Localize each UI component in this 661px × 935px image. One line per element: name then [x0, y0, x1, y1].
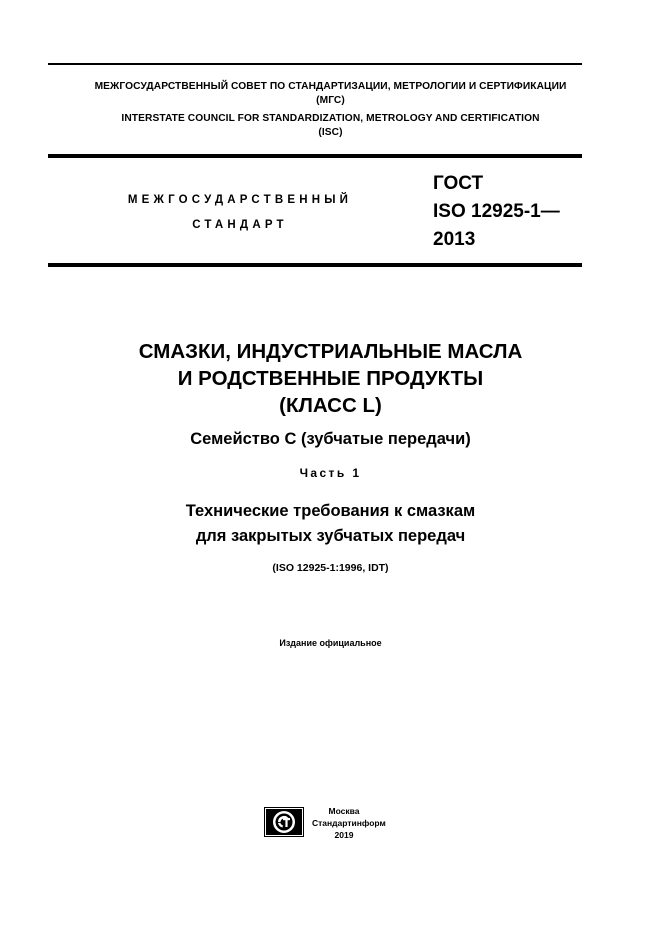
publisher-name: Стандартинформ — [312, 818, 386, 828]
standard-label-line2: СТАНДАРТ — [192, 219, 288, 231]
gost-label: ГОСТ — [433, 173, 484, 194]
publisher-year: 2019 — [334, 830, 354, 840]
publisher-city: Москва — [328, 806, 360, 816]
gost-designation — [433, 170, 560, 254]
requirements-title-line2: для закрытых зубчатых передач — [195, 527, 466, 545]
main-title-line3: (КЛАСС L) — [279, 394, 382, 417]
gost-year: 2013 — [433, 229, 476, 250]
standard-label — [100, 188, 380, 238]
council-en: INTERSTATE COUNCIL FOR STANDARDIZATION, METROLOGY AND CERTIFICATION — [121, 113, 540, 124]
requirements-title-line1: Технические требования к смазкам — [185, 502, 476, 520]
standartinform-logo-icon — [264, 807, 304, 837]
publisher-info — [312, 805, 386, 841]
main-title-line2: И РОДСТВЕННЫЕ ПРОДУКТЫ — [177, 367, 484, 390]
gost-code: ISO 12925-1— — [433, 201, 560, 222]
header-divider — [48, 154, 582, 158]
council-en-abbr: (ISC) — [318, 127, 343, 138]
council-ru: МЕЖГОСУДАРСТВЕННЫЙ СОВЕТ ПО СТАНДАРТИЗАЦИИ, МЕТРОЛОГИИ И СЕРТИФИКАЦИИ — [94, 81, 567, 92]
standard-label-line1: МЕЖГОСУДАРСТВЕННЫЙ — [127, 194, 353, 206]
council-ru-abbr: (МГС) — [316, 95, 345, 106]
iso-reference: (ISO 12925-1:1996, IDT) — [272, 562, 389, 574]
family-title: Семейство С (зубчатые передачи) — [190, 430, 471, 448]
requirements-title — [0, 499, 661, 549]
top-rule — [48, 63, 582, 65]
designation-divider — [48, 263, 582, 267]
main-title — [0, 338, 661, 419]
part-number: Часть 1 — [299, 466, 362, 480]
main-title-line1: СМАЗКИ, ИНДУСТРИАЛЬНЫЕ МАСЛА — [138, 340, 523, 363]
edition-note: Издание официальное — [279, 638, 382, 648]
